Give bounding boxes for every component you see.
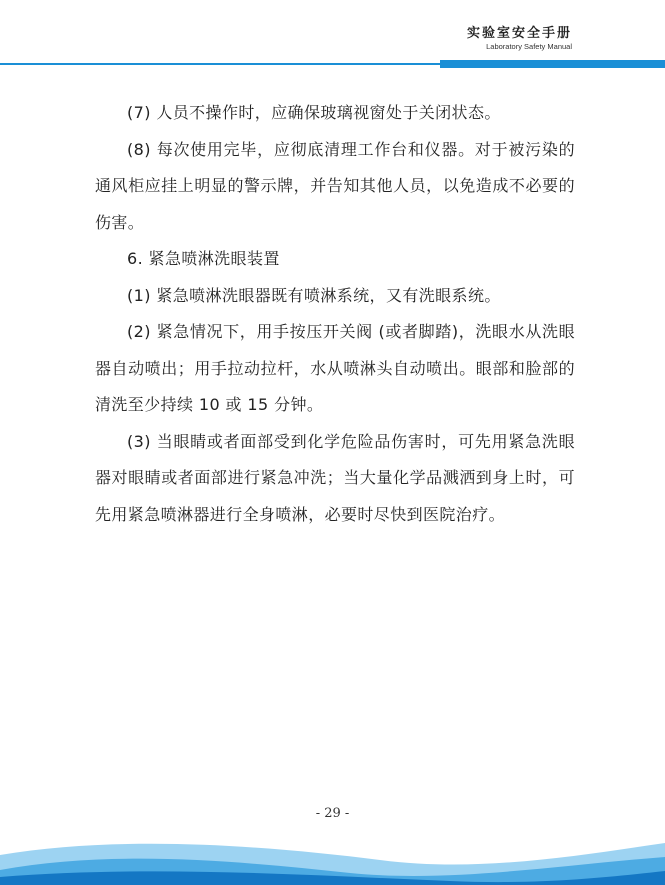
- paragraph-item-1: (1) 紧急喷淋洗眼器既有喷淋系统，又有洗眼系统。: [127, 285, 501, 305]
- header-title: 实验室安全手册: [466, 26, 572, 41]
- section-heading: 6. 紧急喷淋洗眼装置: [127, 249, 280, 268]
- header-subtitle: Laboratory Safety Manual: [486, 42, 572, 51]
- paragraph-item-7: (7) 人员不操作时，应确保玻璃视窗处于关闭状态。: [127, 103, 501, 122]
- footer-wave-decoration: [0, 815, 665, 885]
- paragraph-item-2: (2) 紧急情况下，用手按压开关阀 (或者脚踏)，洗眼水从洗眼器自动喷出；用手拉动拉杆，水从喷淋头自动喷出。眼部和脸部的清洗至少持续 10 或 15 分钟。: [95, 322, 575, 414]
- paragraph-item-8: (8) 每次使用完毕，应彻底清理工作台和仪器。对于被污染的通风柜应挂上明显的警示牌，并告知其他人员，以免造成不必要的伤害。: [95, 139, 575, 232]
- header-accent-bar: [440, 60, 665, 68]
- page-number: - 29 -: [315, 806, 350, 821]
- page-body: [95, 95, 575, 533]
- paragraph-item-3: (3) 当眼睛或者面部受到化学危险品伤害时，可先用紧急洗眼器对眼睛或者面部进行紧急冲洗；当大量化学品溅洒到身上时，可先用紧急喷淋器进行全身喷淋，必要时尽快到医院治疗。: [95, 431, 575, 524]
